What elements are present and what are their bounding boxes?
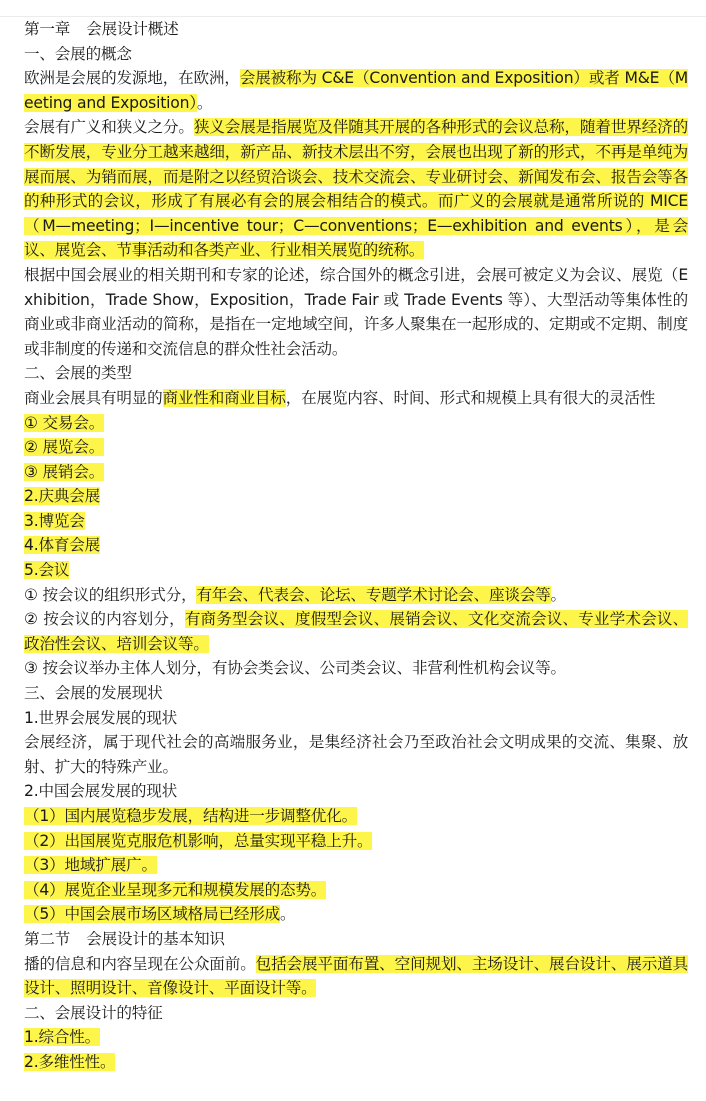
list-item: 2.庆典会展 xyxy=(24,487,101,506)
subheading-china: 2.中国会展发展的现状 xyxy=(24,782,178,801)
section-heading-types: 二、会展的类型 xyxy=(24,364,132,383)
list-item: （2）出国展览克服危机影响，总量实现平稳上升。 xyxy=(24,831,373,850)
list-item: ① 交易会。 xyxy=(24,413,105,432)
list-item: 4.体育会展 xyxy=(24,536,101,555)
list-item: ③ 展销会。 xyxy=(24,462,105,481)
list-item: 1.综合性。 xyxy=(24,1028,101,1047)
paragraph-commercial: 商业会展具有明显的商业性和商业目标，在展览内容、时间、形式和规模上具有很大的灵活性 xyxy=(24,388,656,407)
highlight: 会展被称为 C&E（Convention and Exposition）或者 M&E（Meeting and Exposition） xyxy=(24,69,688,112)
list-item: （3）地域扩展广。 xyxy=(24,856,157,875)
meeting-type-content: ② 按会议的内容划分，有商务型会议、度假型会议、展销会议、文化交流会议、专业学术会议、政治性会议、培训会议等。 xyxy=(24,610,688,653)
paragraph-europe-origin: 欧洲是会展的发源地，在欧洲，会展被称为 C&E（Convention and Exposition）或者 M&E（Meeting and Exposition）。 xyxy=(24,69,688,112)
highlight: 有商务型会议、度假型会议、展销会议、文化交流会议、专业学术会议、政治性会议、培训会议等。 xyxy=(24,610,688,653)
section-heading-features: 二、会展设计的特征 xyxy=(24,1003,163,1022)
list-item: （5）中国会展市场区域格局已经形成。 xyxy=(24,905,296,924)
section-heading-status: 三、会展的发展现状 xyxy=(24,684,163,703)
list-item: 3.博览会 xyxy=(24,511,85,530)
section-title-basics: 第二节 会展设计的基本知识 xyxy=(24,929,225,948)
paragraph-definition: 根据中国会展业的相关期刊和专家的论述，综合国外的概念引进，会展可被定义为会议、展览（Exhibition，Trade Show，Exposition，Trade Fair 或 Trade Events 等）、大型活动等集体性的商业或非商业活动的简称，是指在一定地域空间，许多人聚集在一起形成的、定期或不定期、制度或非制度的传递和交流信息的群众性社会活动。 xyxy=(24,265,688,358)
paragraph-design-scope: 播的信息和内容呈现在公众面前。包括会展平面布置、空间规划、主场设计、展台设计、展示道具设计、照明设计、音像设计、平面设计等。 xyxy=(24,954,688,998)
subheading-world: 1.世界会展发展的现状 xyxy=(24,708,178,727)
paragraph-broad-narrow: 会展有广义和狭义之分。狭义会展是指展览及伴随其开展的各种形式的会议总称，随着世界经济的不断发展，专业分工越来越细，新产品、新技术层出不穷，会展也出现了新的形式，不再是单纯为展而展、为销而展，而是附之以经贸洽谈会、技术交流会、专业研讨会、新闻发布会、报告会等各的种形式的会议，形成了有展必有会的展会相结合的模式。而广义的会展就是通常所说的 MICE（M—meeting；I—incentive tour；C—conventions；E—exhibition and events），是会议、展览会、节事活动和各类产业、行业相关展览的统称。 xyxy=(24,118,688,260)
highlight: 狭义会展是指展览及伴随其开展的各种形式的会议总称，随着世界经济的不断发展，专业分工越来越细，新产品、新技术层出不穷，会展也出现了新的形式，不再是单纯为展而展、为销而展，而是附之以经贸洽谈会、技术交流会、专业研讨会、新闻发布会、报告会等各的种形式的会议，形成了有展必有会的展会相结合的模式。而广义的会展就是通常所说的 MICE（M—meeting；I—incentive tour；C—conventions；E—exhibition and events），是会议、展览会、节事活动和各类产业、行业相关展览的统称。 xyxy=(24,118,688,260)
chapter-title: 第一章 会展设计概述 xyxy=(24,20,179,38)
list-item: 5.会议 xyxy=(24,561,70,580)
list-item: （4）展览企业呈现多元和规模发展的态势。 xyxy=(24,880,327,899)
paragraph-economy: 会展经济，属于现代社会的高端服务业，是集经济社会乃至政治社会文明成果的交流、集聚、放射、扩大的特殊产业。 xyxy=(24,733,688,776)
meeting-type-organization: ① 按会议的组织形式分，有年会、代表会、论坛、专题学术讨论会、座谈会等。 xyxy=(24,585,566,604)
meeting-type-host: ③ 按会议举办主体人划分，有协会类会议、公司类会议、非营利性机构会议等。 xyxy=(24,659,566,678)
section-heading-concept: 一、会展的概念 xyxy=(24,44,132,63)
highlight: 包括会展平面布置、空间规划、主场设计、展台设计、展示道具设计、照明设计、音像设计、平面设计等。 xyxy=(24,954,688,998)
highlight: 有年会、代表会、论坛、专题学术讨论会、座谈会等 xyxy=(196,585,551,604)
list-item: 2.多维性性。 xyxy=(24,1052,116,1071)
list-item: ② 展览会。 xyxy=(24,438,105,457)
highlight: 商业性和商业目标 xyxy=(162,388,286,407)
list-item: （1）国内展览稳步发展，结构进一步调整优化。 xyxy=(24,807,357,825)
document-body xyxy=(24,17,688,1075)
